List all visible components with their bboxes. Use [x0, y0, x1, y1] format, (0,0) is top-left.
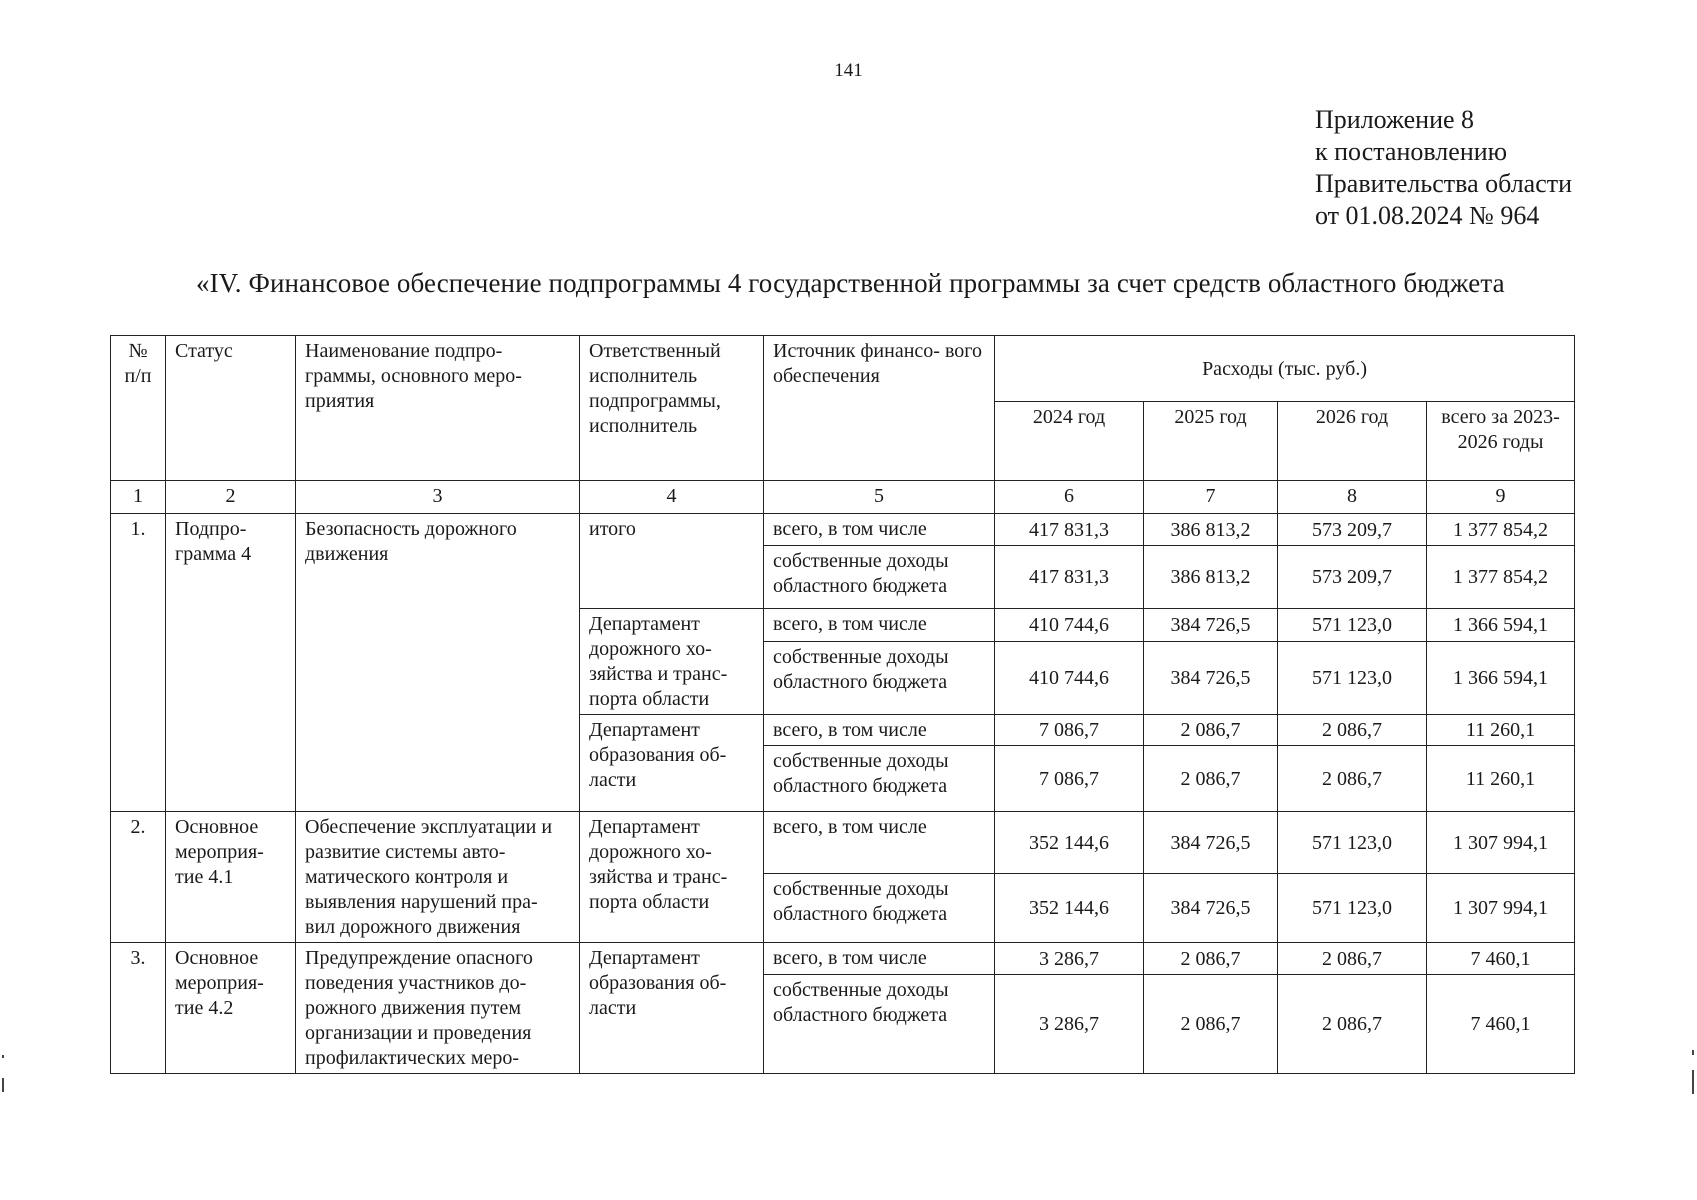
value-cell: 386 813,2 [1144, 514, 1278, 546]
value-cell: 1 307 994,1 [1427, 874, 1575, 943]
column-number-row [111, 481, 1575, 514]
value-cell: 1 366 594,1 [1427, 609, 1575, 642]
appendix-line: к постановлению [1315, 137, 1508, 166]
header-executor: Ответственный исполнитель подпрограммы, исполнитель [580, 336, 764, 481]
source-label: всего, в том числе [764, 943, 995, 975]
source-label: всего, в том числе [764, 812, 995, 874]
value-cell: 3 286,7 [995, 975, 1144, 1074]
value-cell: 7 086,7 [995, 746, 1144, 812]
value-cell: 417 831,3 [995, 514, 1144, 546]
value-cell: 1 366 594,1 [1427, 642, 1575, 715]
value-cell: 11 260,1 [1427, 746, 1575, 812]
row-status: Подпро- грамма 4 [166, 514, 296, 812]
value-cell: 2 086,7 [1278, 746, 1427, 812]
source-label: всего, в том числе [764, 514, 995, 546]
row-status: Основное мероприя- тие 4.2 [166, 943, 296, 1074]
value-cell: 2 086,7 [1278, 715, 1427, 746]
value-cell: 7 460,1 [1427, 943, 1575, 975]
row-status: Основное мероприя- тие 4.1 [166, 812, 296, 943]
row-name: Предупреждение опасного поведения участников до- рожного движения путем организации и проведения профилактических меро- [296, 943, 580, 1074]
value-cell: 384 726,5 [1144, 812, 1278, 874]
table-row [111, 812, 1575, 874]
value-cell: 384 726,5 [1144, 642, 1278, 715]
column-number: 5 [764, 481, 995, 514]
value-cell: 2 086,7 [1144, 746, 1278, 812]
row-name: Обеспечение эксплуатации и развитие системы авто- матического контроля и выявления нарушений пра- вил дорожного движения [296, 812, 580, 943]
row-executor: итого [580, 514, 764, 609]
row-executor: Департамент образования об- ласти [580, 715, 764, 812]
value-cell: 571 123,0 [1278, 642, 1427, 715]
value-cell: 3 286,7 [995, 943, 1144, 975]
document-title: «IV. Финансовое обеспечение подпрограммы 4 государственной программы за счет средств областного бюджета [196, 268, 1505, 298]
header-2025: 2025 год [1144, 402, 1278, 481]
value-cell: 2 086,7 [1278, 943, 1427, 975]
column-number: 1 [111, 481, 166, 514]
value-cell: 7 086,7 [995, 715, 1144, 746]
value-cell: 1 307 994,1 [1427, 812, 1575, 874]
value-cell: 410 744,6 [995, 642, 1144, 715]
value-cell: 2 086,7 [1278, 975, 1427, 1074]
column-number: 4 [580, 481, 764, 514]
header-expenses: Расходы (тыс. руб.) [995, 336, 1575, 402]
source-label: собственные доходы областного бюджета [764, 746, 995, 812]
header-status: Статус [166, 336, 296, 481]
row-name: Безопасность дорожного движения [296, 514, 580, 812]
header-total: всего за 2023-2026 годы [1427, 402, 1575, 481]
header-row [111, 336, 1575, 402]
value-cell: 1 377 854,2 [1427, 546, 1575, 609]
row-executor: Департамент образования об- ласти [580, 943, 764, 1074]
row-executor: Департамент дорожного хо- зяйства и транс- порта области [580, 609, 764, 715]
column-number: 8 [1278, 481, 1427, 514]
value-cell: 417 831,3 [995, 546, 1144, 609]
header-source: Источник финансо- вого обеспечения [764, 336, 995, 481]
value-cell: 2 086,7 [1144, 975, 1278, 1074]
table-row [111, 514, 1575, 546]
financing-table [110, 335, 1575, 1074]
scan-mark-left [2, 1055, 4, 1058]
column-number: 3 [296, 481, 580, 514]
value-cell: 384 726,5 [1144, 609, 1278, 642]
row-num: 2. [111, 812, 166, 943]
appendix-line: Приложение 8 [1315, 105, 1475, 134]
row-num: 1. [111, 514, 166, 812]
column-number: 7 [1144, 481, 1278, 514]
value-cell: 384 726,5 [1144, 874, 1278, 943]
value-cell: 1 377 854,2 [1427, 514, 1575, 546]
column-number: 6 [995, 481, 1144, 514]
column-number: 2 [166, 481, 296, 514]
value-cell: 410 744,6 [995, 609, 1144, 642]
page-number: 141 [834, 60, 863, 81]
value-cell: 352 144,6 [995, 874, 1144, 943]
value-cell: 571 123,0 [1278, 609, 1427, 642]
header-2026: 2026 год [1278, 402, 1427, 481]
scan-mark-right [1692, 1070, 1694, 1094]
appendix-line: Правительства области [1315, 169, 1573, 198]
header-2024: 2024 год [995, 402, 1144, 481]
value-cell: 573 209,7 [1278, 546, 1427, 609]
column-number: 9 [1427, 481, 1575, 514]
value-cell: 571 123,0 [1278, 874, 1427, 943]
value-cell: 11 260,1 [1427, 715, 1575, 746]
header-num: № п/п [111, 336, 166, 481]
value-cell: 7 460,1 [1427, 975, 1575, 1074]
appendix-block [1315, 104, 1572, 232]
appendix-line: от 01.08.2024 № 964 [1315, 201, 1540, 230]
source-label: собственные доходы областного бюджета [764, 546, 995, 609]
table-row [111, 943, 1575, 975]
value-cell: 352 144,6 [995, 812, 1144, 874]
header-name: Наименование подпро- граммы, основного меро- приятия [296, 336, 580, 481]
value-cell: 2 086,7 [1144, 943, 1278, 975]
scan-mark-left [2, 1078, 4, 1092]
value-cell: 571 123,0 [1278, 812, 1427, 874]
source-label: всего, в том числе [764, 609, 995, 642]
source-label: собственные доходы областного бюджета [764, 874, 995, 943]
value-cell: 2 086,7 [1144, 715, 1278, 746]
row-executor: Департамент дорожного хо- зяйства и транс- порта области [580, 812, 764, 943]
value-cell: 573 209,7 [1278, 514, 1427, 546]
source-label: всего, в том числе [764, 715, 995, 746]
source-label: собственные доходы областного бюджета [764, 975, 995, 1074]
value-cell: 386 813,2 [1144, 546, 1278, 609]
scan-mark-right [1692, 1050, 1694, 1055]
row-num: 3. [111, 943, 166, 1074]
source-label: собственные доходы областного бюджета [764, 642, 995, 715]
